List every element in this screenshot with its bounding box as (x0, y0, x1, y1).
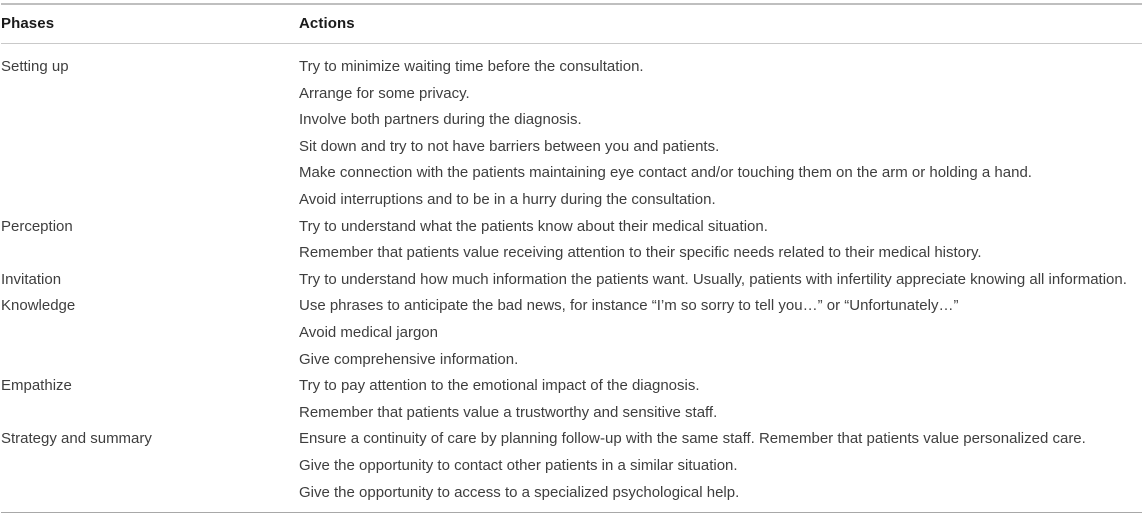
action-cell: Give comprehensive information. (299, 350, 519, 368)
phase-cell: Strategy and summary (1, 430, 152, 448)
action-cell: Avoid medical jargon (299, 323, 438, 341)
phases-actions-table (1, 3, 1142, 513)
action-cell: Try to understand what the patients know about their medical situation. (299, 217, 768, 235)
action-cell: Arrange for some privacy. (299, 84, 470, 102)
action-cell: Give the opportunity to access to a specialized psychological help. (299, 483, 740, 501)
table-row (1, 426, 1142, 453)
phase-cell: Empathize (1, 377, 72, 395)
action-cell: Make connection with the patients maintaining eye contact and/or touching them on the arm or holding a hand. (299, 164, 1032, 182)
action-cell: Ensure a continuity of care by planning follow-up with the same staff. Remember that patients value personalized care. (299, 430, 1086, 448)
table-row (1, 214, 1142, 241)
action-cell: Give the opportunity to contact other patients in a similar situation. (299, 456, 738, 474)
column-header-actions: Actions (299, 15, 355, 32)
action-cell: Sit down and try to not have barriers between you and patients. (299, 137, 720, 155)
phase-cell: Setting up (1, 58, 69, 75)
action-cell: Try to minimize waiting time before the consultation. (299, 58, 644, 75)
table-header (1, 4, 1142, 44)
action-cell: Involve both partners during the diagnosis. (299, 111, 582, 129)
action-cell: Avoid interruptions and to be in a hurry during the consultation. (299, 190, 716, 208)
header-row (1, 4, 1142, 44)
table-body (1, 44, 1142, 513)
table-row (1, 267, 1142, 294)
action-cell: Try to understand how much information the patients want. Usually, patients with infertility appreciate knowing all information. (299, 270, 1127, 288)
table-row (1, 44, 1142, 81)
phase-cell: Perception (1, 217, 73, 235)
phase-cell: Knowledge (1, 297, 76, 315)
action-cell: Try to pay attention to the emotional impact of the diagnosis. (299, 377, 700, 395)
action-cell: Remember that patients value a trustworthy and sensitive staff. (299, 403, 718, 421)
column-header-phases: Phases (1, 15, 55, 32)
phase-cell: Invitation (1, 270, 62, 288)
table-row (1, 373, 1142, 400)
table-row (1, 293, 1142, 320)
action-cell: Use phrases to anticipate the bad news, for instance “I’m so sorry to tell you…” or “Unfortunately…” (299, 297, 959, 315)
action-cell: Remember that patients value receiving attention to their specific needs related to their medical history. (299, 244, 982, 262)
